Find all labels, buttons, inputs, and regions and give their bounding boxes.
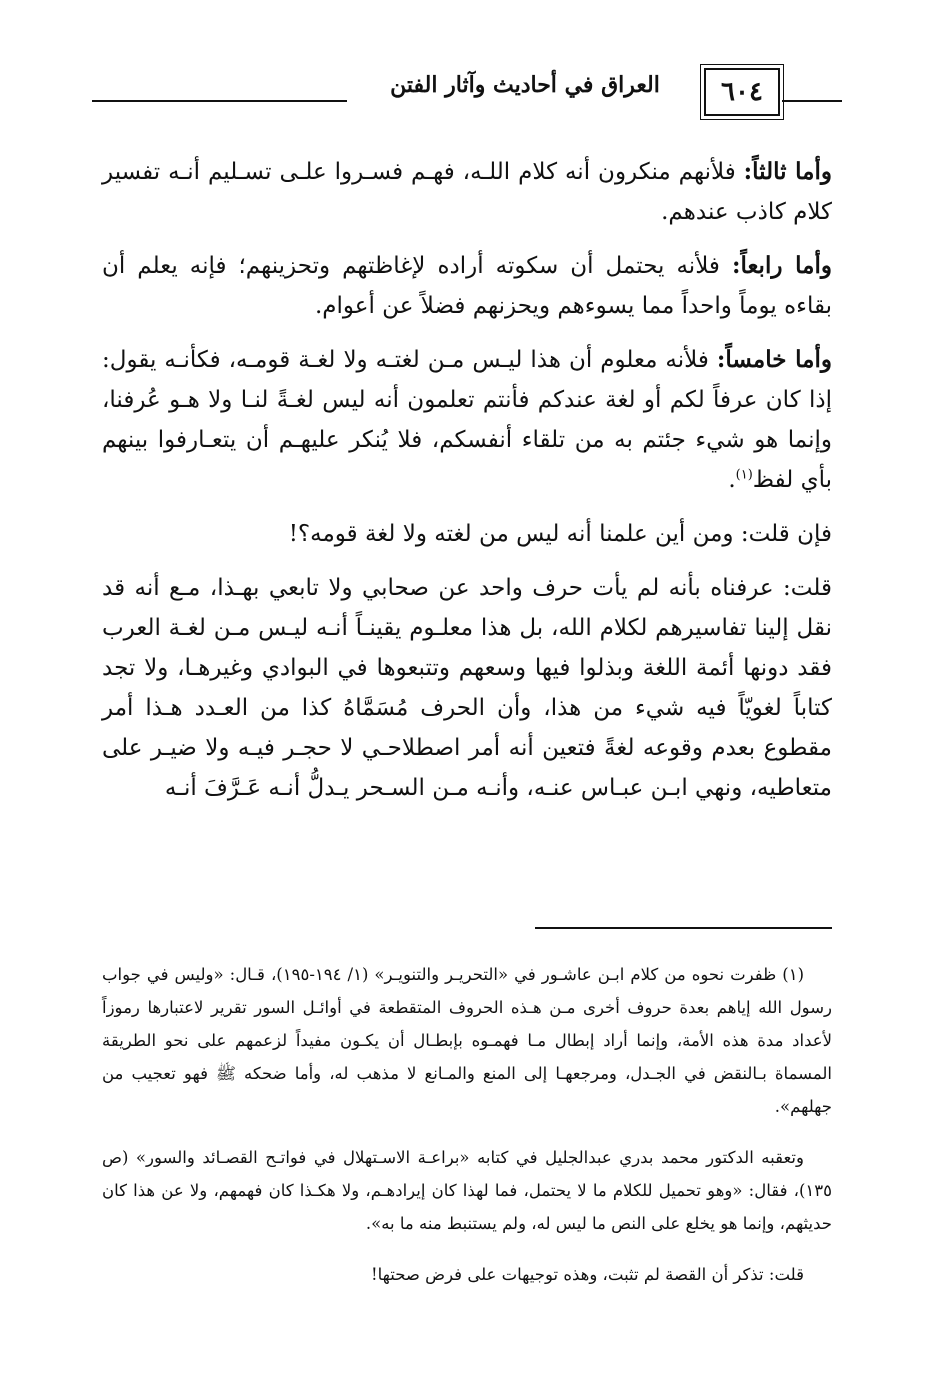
paragraph-text: فإن قلت: ومن أين علمنا أنه ليس من لغته ولا لغة قومه؟!: [288, 521, 832, 547]
footnote-item: (١) ظفرت نحوه من كلام ابـن عاشـور في «التحريـر والتنويـر» (١/ ١٩٤-١٩٥)، قـال: «وليس في جواب رسول الله إياهم بعدة حروف أخرى مـن هـذه الحروف المتقطعة في أوائـل السور تقرير لاعتبارها رموزاً لأعداد مدة هذه الأمة، وإنما أراد إبطال مـا فهمـوه بإبطـال أن يكـون مفيداً لزعمهم على نحو الطريقة المسماة بـالنقض في الجـدل، ومرجعهـا إلى المنع والمـانع لا مذهب له، وأما ضحكه ﷺ فهو تعجيب من جهلهم».: [102, 965, 832, 1116]
page-number-box: [704, 68, 780, 116]
paragraph-text: فلأنه يحتمل أن سكوته أراده لإغاظتهم وتحزينهم؛ فإنه يعلم أن بقاءه يوماً واحداً مما يسوءهم ويحزنهم فضلاً عن أعوام.: [102, 253, 832, 319]
footnote-item: قلت: تذكر أن القصة لم تثبت، وهذه توجيهات على فرض صحتها!: [370, 1265, 804, 1284]
paragraph: [102, 340, 832, 500]
paragraph-text: قلت: عرفناه بأنه لم يأت حرف واحد عن صحابي ولا تابعي بهـذا، مـع أنه قد نقل إلينا تفاسيرهم لكلام الله، بل هذا معلـوم يقينـاً أنـه ليـس مـن لغـة العرب فقد دونها أئمة اللغة وبذلوا فيها وسعهم وتتبعوها في البوادي وغيرهـا، ولا تجد كتاباً لغويّاً فيه شيء من هذا، وأن الحرف مُسَمَّاهُ كذا من العـدد هـذا أمر مقطوع بعدم وقوعه لغةً فتعين أنه أمر اصطلاحـي لا حجـر فيـه ولا ضيـر على متعاطيه، ونهي ابـن عبـاس عنـه، وأنـه مـن السـحر يـدلُّ أنـه عَـرَّفَ أنـه: [102, 575, 832, 801]
paragraph-text: فلأنه معلوم أن هذا ليـس مـن لغتـه ولا لغـة قومـه، فكأنـه يقول: إذا كان عرفاً لكم أو لغة عندكم فأنتم تعلمون أنه ليس لغـةً لنـا ولا هـو عُرفنا، وإنما هو شيء جئتم به من تلقاء أنفسكم، فلا يُنكر عليهـم أن يتعـارفوا بينهم بأي لفظ: [102, 347, 832, 493]
page-header: [92, 62, 842, 122]
footnote-marker[interactable]: (١): [735, 467, 753, 483]
header-rule-right: [782, 100, 842, 102]
paragraph-lead: وأما ثالثاً:: [743, 158, 832, 185]
footnote-item: وتعقبه الدكتور محمد بدري عبدالجليل في كتابه «براعـة الاسـتهلال في فواتـح القصـائد والسور» (ص ١٣٥)، فقال: «وهو تحميل للكلام ما لا يحتمل، فما لهذا كان إيرادهـم، ولا هكـذا كان فهمهم، ولا عن هذا كان حديثهم، وإنما هو يخلع على النص ما ليس له، ولم يستنبط منه ما به».: [102, 1148, 832, 1233]
footnote-divider: [535, 927, 832, 929]
paragraph: [102, 152, 832, 232]
header-rule-left: [92, 100, 347, 102]
paragraph: [102, 568, 832, 808]
paragraph-lead: وأما رابعاً:: [731, 252, 832, 279]
paragraph-text: فلأنهم منكرون أنه كلام اللـه، فهـم فسـروا علـى تسـليم أنـه تفسير كلام كاذب عندهم.: [102, 159, 832, 225]
paragraph: [102, 246, 832, 326]
paragraph-lead: وأما خامساً:: [716, 346, 832, 373]
paragraph-tail: .: [728, 467, 736, 493]
paragraph: [102, 514, 832, 554]
book-title: العراق في أحاديث وآثار الفتن: [390, 72, 660, 98]
footnotes: [102, 958, 832, 1309]
page-number: ٦٠٤: [721, 77, 763, 107]
main-text: [102, 152, 832, 822]
